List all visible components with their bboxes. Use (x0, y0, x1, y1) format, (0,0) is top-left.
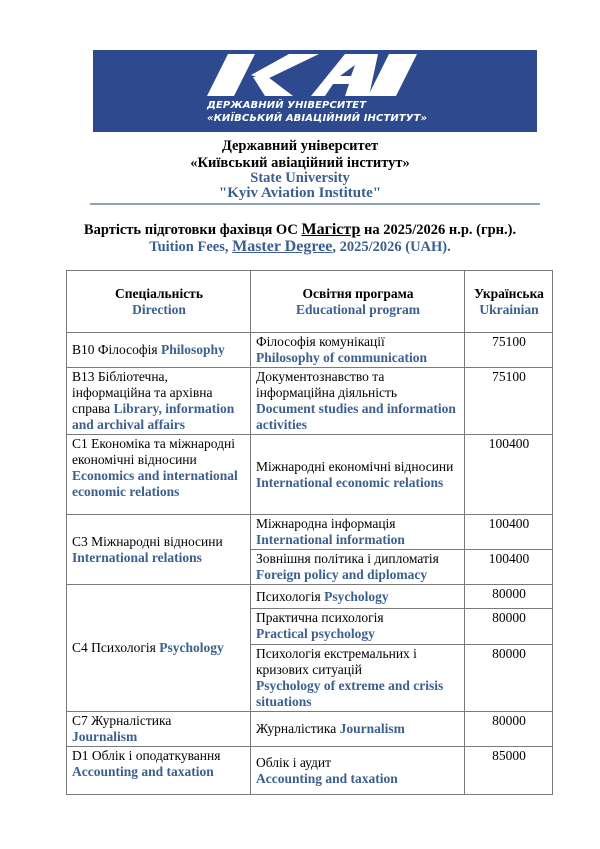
program-en: Accounting and taxation (256, 770, 398, 786)
program-ua: Практична психологія (256, 610, 384, 625)
direction-cell (67, 585, 251, 712)
header-direction-ua: Спеціальність (115, 285, 203, 301)
program-ua: Облік і аудит (256, 754, 332, 770)
header-ukrainian-ua: Українська (474, 285, 544, 301)
price-cell: 100400 (465, 550, 553, 585)
institution-en-line1: State University (250, 170, 350, 186)
price-cell: 80000 (465, 645, 553, 712)
direction-cell (67, 712, 251, 747)
program-ua: Психологія (256, 588, 325, 604)
program-cell (251, 645, 465, 712)
program-en: International information (256, 532, 405, 547)
title-en-suffix: , 2025/2026 (UAH). (332, 239, 451, 255)
header-divider (90, 203, 540, 205)
price-cell: 100400 (465, 515, 553, 550)
direction-en: Psychology (159, 640, 224, 655)
direction-en: Library, information and archival affairs (72, 401, 235, 432)
direction-ua: B13 Бібліотечна, інформаційна та архівна справа (72, 369, 213, 416)
program-cell (251, 368, 465, 435)
header-program (251, 271, 465, 333)
table-header-row (67, 271, 553, 333)
direction-cell (67, 368, 251, 435)
price-cell: 75100 (465, 368, 553, 435)
program-ua: Документознавство та інформаційна діяльність (256, 369, 397, 400)
price-cell: 75100 (465, 333, 553, 368)
direction-ua: B10 Філософія (72, 342, 161, 357)
program-en: Document studies and information activities (256, 401, 456, 432)
direction-en: Economics and international economic relations (72, 468, 238, 499)
program-cell (251, 333, 465, 368)
direction-ua: C1 Економіка та міжнародні економічні відносини (72, 436, 235, 467)
header-direction-en: Direction (132, 301, 186, 317)
program-en: Practical psychology (256, 626, 375, 641)
program-en: Psychology (324, 588, 389, 604)
program-cell (251, 712, 465, 747)
price-cell: 85000 (465, 747, 553, 795)
program-en: International economic relations (256, 474, 444, 490)
header-direction (67, 271, 251, 333)
program-ua: Міжнародні економічні відносини (256, 458, 454, 474)
tuition-fees-table (66, 270, 553, 795)
header-ukrainian (465, 271, 553, 333)
direction-en: Philosophy (160, 342, 225, 357)
title-en-degree: Master Degree (232, 238, 333, 255)
title-ua-degree: Магістр (301, 221, 361, 238)
table-row (67, 712, 553, 747)
price-cell: 80000 (465, 609, 553, 645)
direction-cell (67, 747, 251, 795)
program-en: Foreign policy and diplomacy (256, 567, 428, 582)
logo-line-1: ДЕРЖАВНИЙ УНІВЕРСИТЕТ (207, 100, 367, 111)
direction-en: Accounting and taxation (72, 764, 214, 779)
price-cell: 80000 (465, 585, 553, 609)
price-cell: 80000 (465, 712, 553, 747)
program-cell (251, 435, 465, 515)
title-en (0, 238, 600, 256)
table-row (67, 435, 553, 515)
logo-line-2: «КИЇВСЬКИЙ АВІАЦІЙНИЙ ІНСТИТУТ» (207, 113, 428, 124)
program-en: Journalism (339, 721, 405, 736)
direction-ua: C3 Міжнародні відносини (72, 533, 223, 549)
direction-ua: C4 Психологія (72, 640, 160, 655)
program-cell (251, 585, 465, 609)
institution-ua-line1: Державний університет (221, 138, 379, 154)
direction-ua: C7 Журналістика (72, 713, 172, 728)
table-row (67, 585, 553, 609)
table-row (67, 333, 553, 368)
header-program-en: Educational program (296, 301, 420, 317)
program-cell (251, 747, 465, 795)
title-ua-suffix: на 2025/2026 н.р. (грн.). (360, 222, 517, 238)
program-cell (251, 609, 465, 645)
header-ukrainian-en: Ukrainian (479, 301, 539, 317)
program-cell (251, 515, 465, 550)
title-ua (0, 221, 600, 239)
institution-en-line2: "Kyiv Aviation Institute" (218, 185, 382, 201)
kai-logo-banner (93, 50, 537, 132)
program-cell (251, 550, 465, 585)
direction-en: Journalism (72, 729, 138, 744)
direction-cell (67, 333, 251, 368)
program-en: Psychology of extreme and crisis situations (256, 678, 444, 709)
table-row (67, 515, 553, 550)
table-row (67, 368, 553, 435)
program-ua: Філософія комунікації (256, 334, 385, 349)
program-ua: Міжнародна інформація (256, 516, 396, 531)
title-en-prefix: Tuition Fees, (149, 239, 233, 255)
program-ua: Психологія екстремальних і кризових ситуацій (256, 646, 417, 677)
institution-ua-line2: «Київський авіаційний інститут» (190, 155, 410, 171)
program-ua: Зовнішня політика і дипломатія (256, 551, 439, 566)
program-en: Philosophy of communication (256, 350, 428, 365)
program-ua: Журналістика (256, 721, 340, 736)
header-program-ua: Освітня програма (302, 285, 414, 301)
title-ua-prefix: Вартість підготовки фахівця ОС (83, 222, 302, 238)
direction-ua: D1 Облік і оподаткування (72, 748, 221, 763)
table-row (67, 747, 553, 795)
direction-en: International relations (72, 549, 202, 565)
direction-cell (67, 435, 251, 515)
price-cell: 100400 (465, 435, 553, 515)
direction-cell (67, 515, 251, 585)
